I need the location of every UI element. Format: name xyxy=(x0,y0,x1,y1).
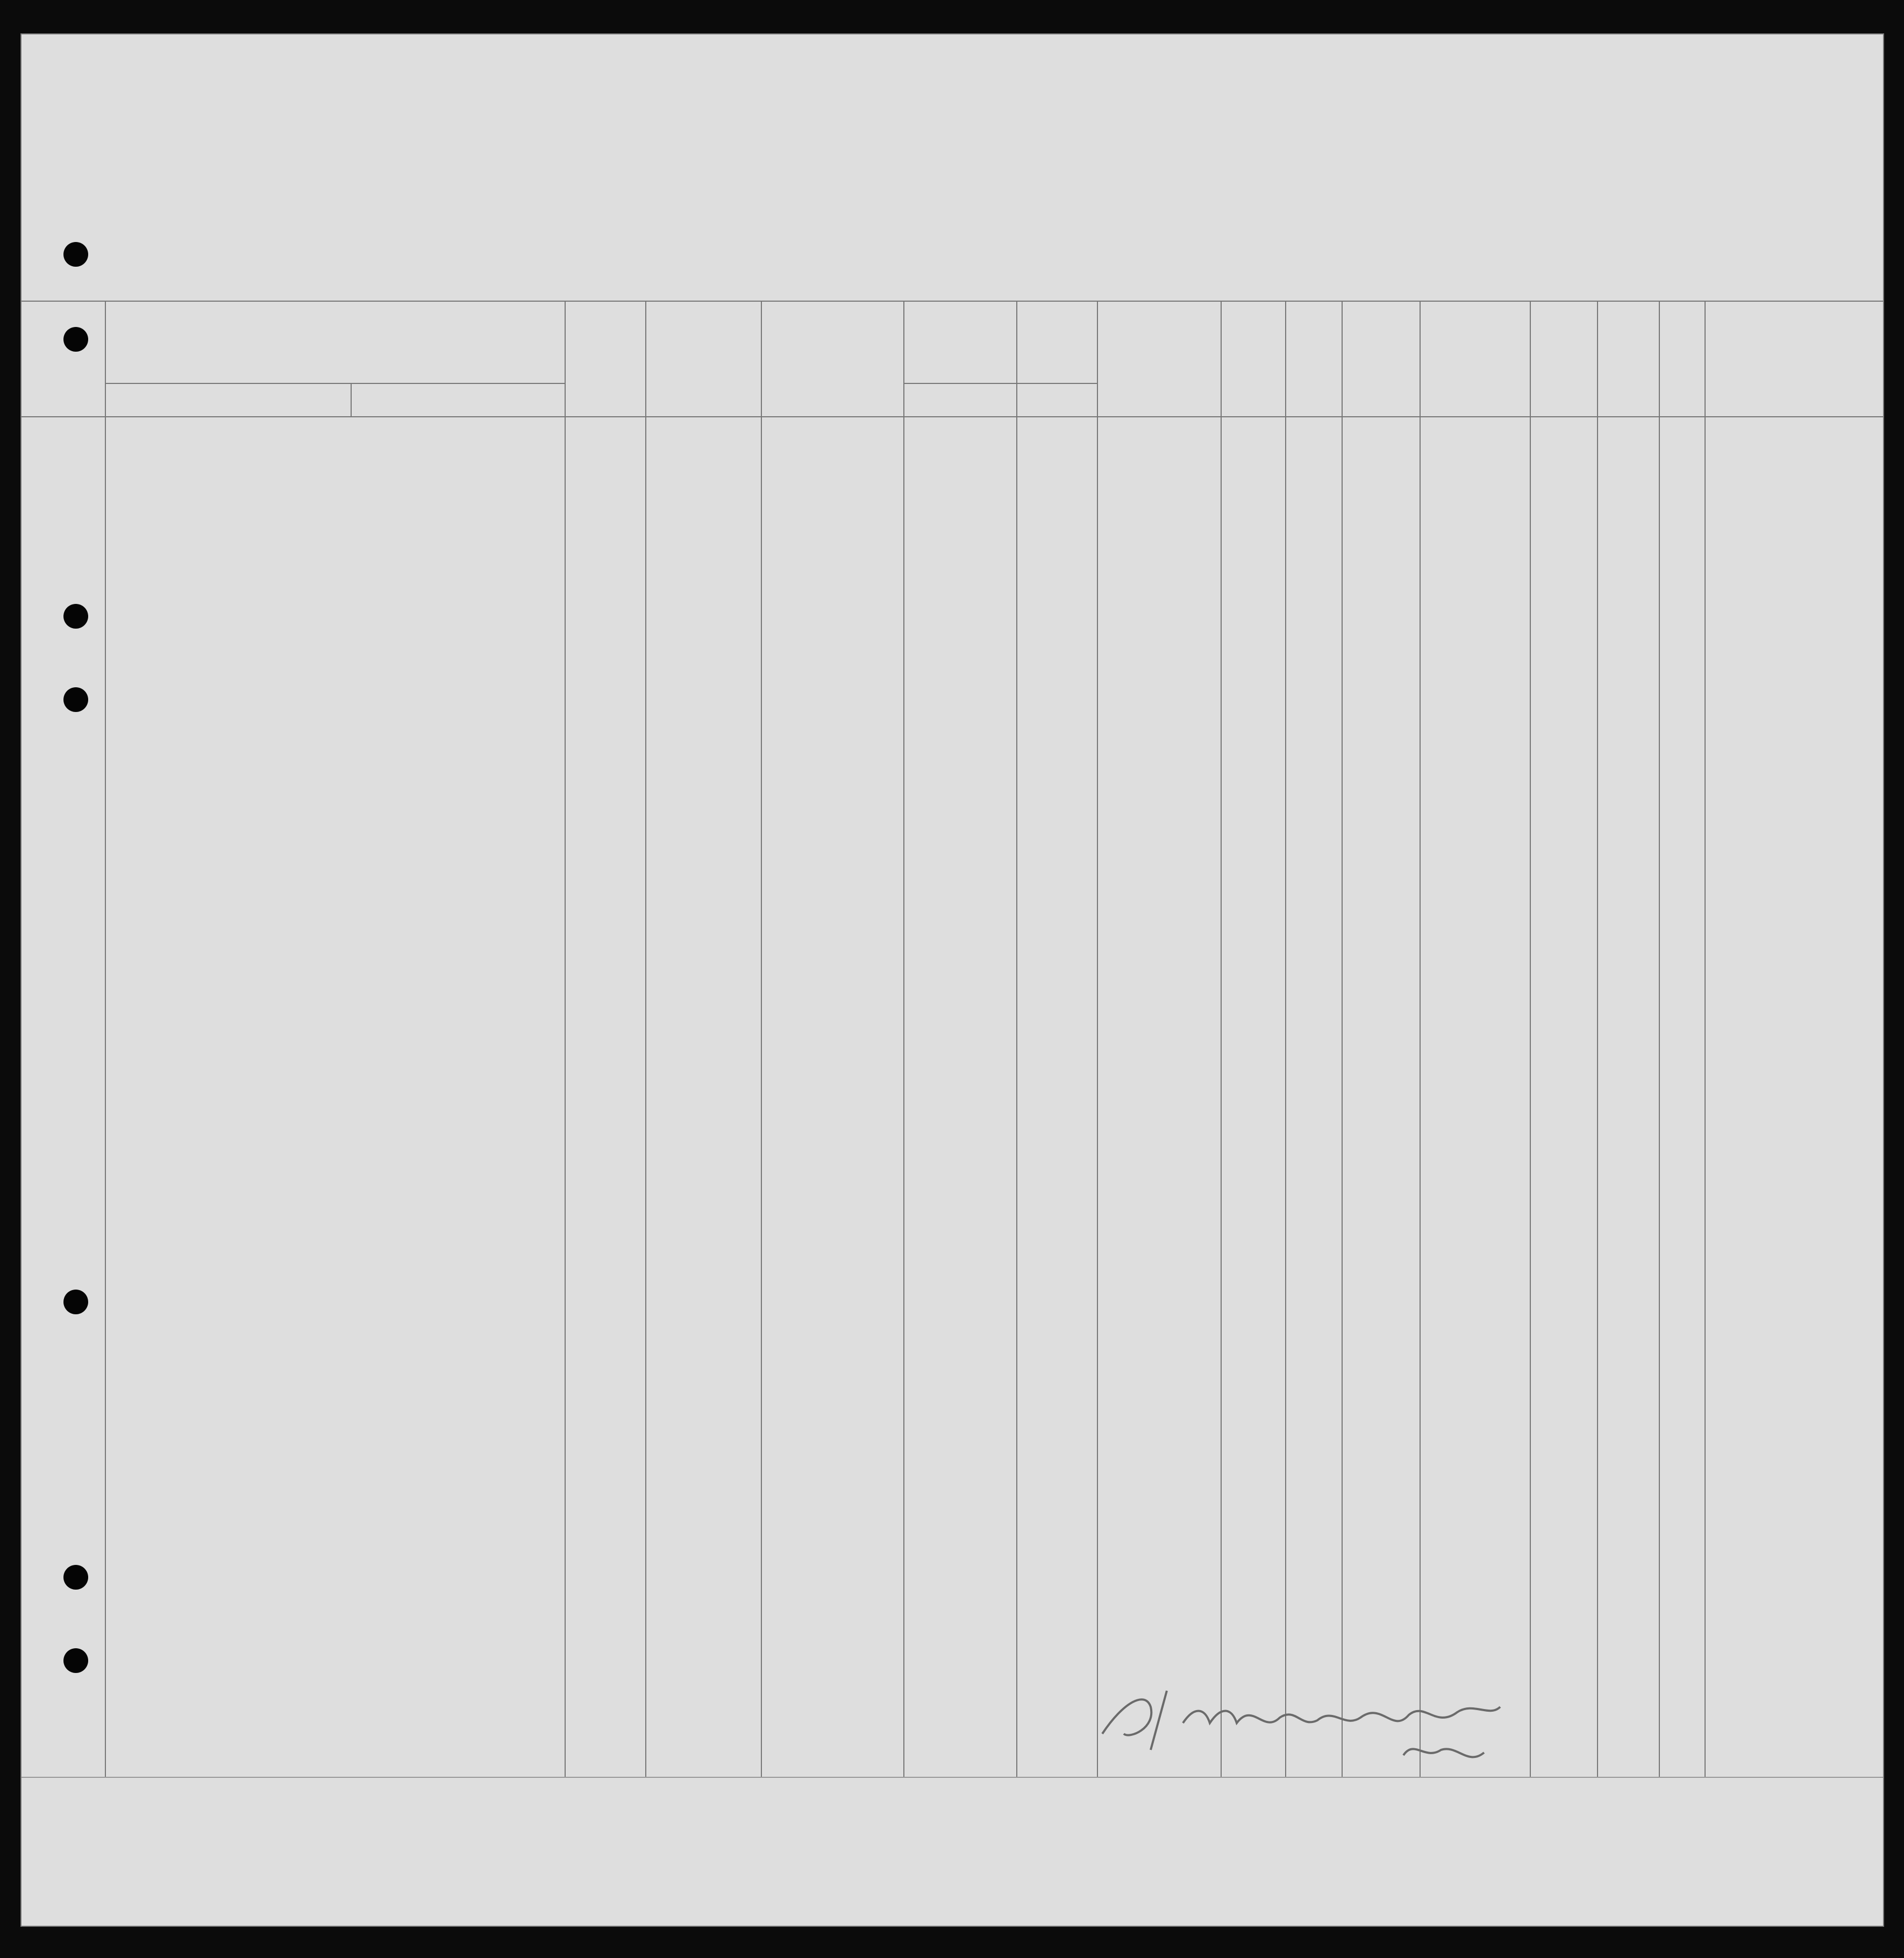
header-bottom-rule xyxy=(22,416,1883,417)
sheet-number-label xyxy=(1684,96,1695,114)
binder-hole xyxy=(63,1565,88,1590)
binder-hole xyxy=(63,604,88,629)
column-rule xyxy=(1530,301,1531,1777)
binder-hole xyxy=(63,1648,88,1673)
manifest-sheet xyxy=(20,33,1884,1927)
column-rule xyxy=(1342,301,1343,1777)
column-rule xyxy=(1016,301,1017,1777)
column-rule xyxy=(1285,301,1286,1777)
shipped-subheader-rule xyxy=(903,383,1097,384)
binder-hole xyxy=(63,687,88,712)
binder-hole xyxy=(63,242,88,267)
inspector-signature xyxy=(1092,1669,1575,1777)
name-subheader-rule xyxy=(105,383,565,384)
binder-hole xyxy=(63,1290,88,1314)
column-rule xyxy=(1097,301,1098,1777)
column-rule xyxy=(1705,301,1706,1777)
column-rule xyxy=(761,301,762,1777)
family-given-rule xyxy=(351,383,352,416)
column-rule xyxy=(903,301,904,1777)
column-rule xyxy=(1221,301,1222,1777)
header-top-rule xyxy=(22,301,1883,302)
column-rule xyxy=(565,301,566,1777)
table-bottom-rule xyxy=(22,1777,1883,1778)
column-rule xyxy=(645,301,646,1777)
column-rule xyxy=(1659,301,1660,1777)
column-rule xyxy=(105,301,106,1777)
column-rule xyxy=(1420,301,1421,1777)
column-rule xyxy=(1597,301,1598,1777)
binder-hole xyxy=(63,327,88,352)
